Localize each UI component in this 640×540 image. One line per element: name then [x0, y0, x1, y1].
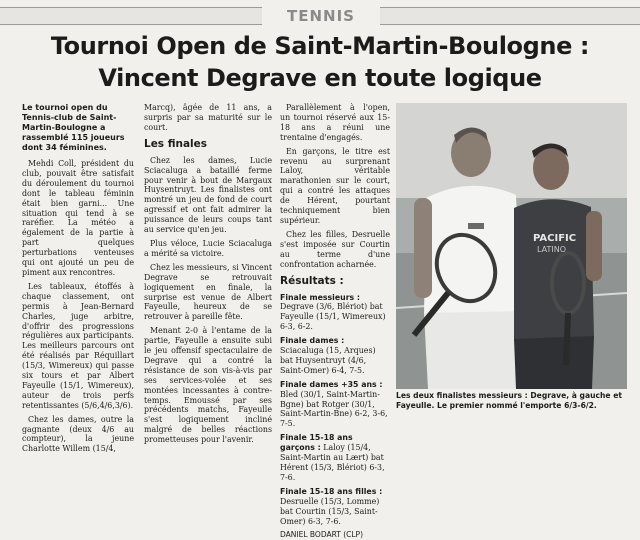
result-item [280, 293, 390, 333]
result-label: Finale dames +35 ans : [280, 379, 383, 389]
photo-illustration [396, 103, 627, 389]
player-right-arm [586, 211, 602, 281]
racket-right-handle [566, 313, 568, 365]
subhead-resultats: Résultats : [280, 274, 344, 287]
article-column-3 [280, 103, 390, 540]
result-item [280, 380, 390, 430]
body-paragraph: Parallèlement à l'open, un tournoi réservé aux 15-18 ans a réuni une trentaine d'engagés. [280, 103, 390, 142]
result-item [280, 433, 390, 483]
body-paragraph: Chez les messieurs, si Vincent Degrave se retrouvait logiquement en finale, la surprise est venue de Albert Fayeulle, heureux de se retrouver à pareille fête. [144, 262, 272, 322]
body-paragraph: Chez les dames, Lucie Sciacaluga a bataillé ferme pour venir à bout de Margaux Huysentruyt. Les finalistes ont montré un jeu de fond de court agressif et ont fait admirer la puissance de leurs coups tant au service qu'en jeu. [144, 155, 272, 235]
body-paragraph: Chez les filles, Desruelle s'est imposée sur Courtin au terme d'une confrontation acharnée. [280, 229, 390, 269]
shirt-logo-icon [468, 223, 484, 229]
player-left-arm [414, 198, 432, 298]
body-paragraph: Menant 2-0 à l'entame de la partie, Fayeulle a ensuite subi le jeu offensif spectaculaire de Degrave qui a contré la résistance de son vis-à-vis par ses services-volée et ses montées incessantes à contre-temps. Emoussé par ses précédents matchs, Fayeulle s'est logiquement incliné malgré de belles réactions prometteuses pour l'avenir. [144, 326, 272, 445]
body-paragraph: Plus véloce, Lucie Sciacaluga a mérité sa victoire. [144, 238, 272, 258]
player-right-shirt-text: PACIFIC [533, 233, 577, 244]
result-item [280, 336, 390, 376]
result-label: Finale 15-18 ans filles : [280, 486, 383, 496]
player-right-shirt-subtext: LATINO [537, 245, 567, 254]
lead-paragraph: Le tournoi open du Tennis-club de Saint-Martin-Boulogne a rassemblé 115 joueurs dont 34 féminines. [22, 103, 125, 152]
photo-caption: Les deux finalistes messieurs : Degrave, à gauche et Fayeulle. Le premier nommé l'emporte 6/3-6/2. [396, 391, 622, 410]
result-text: Laloy (15/4, Saint-Martin au Lært) bat Hérent (15/3, Blériot) 6-3, 7-6. [280, 443, 385, 482]
finalists-photo [396, 103, 627, 389]
player-right-shorts [514, 336, 594, 389]
body-paragraph: Mehdi Coll, président du club, pouvait être satisfait du déroulement du tournoi dont le tableau féminin était bien garni... Une situation qui tend à se raréfier. La météo a également de la partie à part quelques perturbations venteuses qui ont ajouté un peu de piment aux rencontres. [22, 159, 134, 277]
byline: DANIEL BODART (CLP) [280, 530, 364, 540]
player-left-shorts [424, 311, 521, 389]
body-paragraph: En garçons, le titre est revenu au surprenant Laloy, véritable marathonien sur le court, qui a contré les attaques de Hérent, pourtant techniquement bien supérieur. [280, 146, 390, 225]
result-text: Sciacaluga (15, Arques) bat Huysentruyt (4/6, Saint-Omer) 6-4, 7-5. [280, 346, 376, 375]
result-label: Finale 15-18 ans garçons : [280, 433, 353, 453]
article-column-2 [144, 103, 272, 445]
result-item [280, 487, 390, 527]
body-paragraph: Marcq), âgée de 11 ans, a surpris par sa maturité sur le court. [144, 103, 272, 132]
body-paragraph: Chez les dames, outre la gagnante (deux 4/6 au compteur), la jeune Charlotte Willem (15/4, [22, 414, 134, 454]
result-text: Bled (30/1, Saint-Martin-Bgne) bat Rotger (30/1, Saint-Martin-Bne) 6-2, 3-6, 7-5. [280, 389, 388, 429]
result-label: Finale messieurs : [280, 292, 361, 302]
result-text: Desruelle (15/3, Lomme) bat Courtin (15/3, Saint-Omer) 6-3, 7-6. [280, 496, 380, 526]
article-column-1 [22, 103, 134, 454]
result-label: Finale dames : [280, 336, 345, 346]
result-text: Degrave (3/6, Blériot) bat Fayeulle (15/1, Wimereux) 6-3, 6-2. [280, 302, 386, 332]
headline-line-1: Tournoi Open de Saint-Martin-Boulogne : [50, 32, 590, 60]
body-paragraph: Les tableaux, étoffés à chaque classement, ont permis à Jean-Bernard Charles, juge arbitre, d'offrir des progressions régulières aux participants. Les meilleurs parcours ont été réalisés par Réquillart (15/3, Wimereux) qui passe six tours et par Albert Fayeulle (15/1, Wimereux), auteur de trois perfs retentissantes (5/6,4/6,3/6). [22, 281, 134, 410]
subhead-finales: Les finales [144, 137, 208, 150]
section-kicker: TENNIS [262, 6, 380, 26]
headline-line-2: Vincent Degrave en toute logique [98, 64, 542, 92]
